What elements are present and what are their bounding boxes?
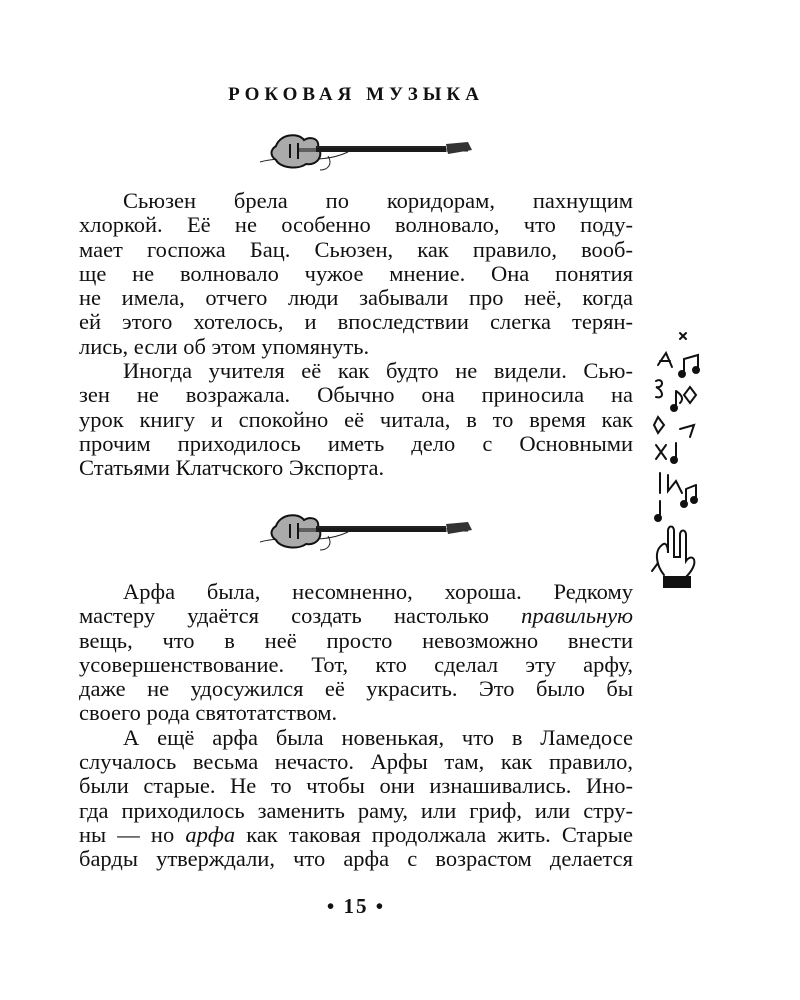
running-title: РОКОВАЯ МУЗЫКА	[228, 84, 484, 105]
text-line: хлоркой. Её не особенно волновало, что поду-	[79, 212, 633, 238]
text-block-bottom	[79, 580, 633, 872]
text-line: Сьюзен брела по коридорам, пахнущим	[123, 188, 633, 213]
text-line: вещь, что в неё просто невозможно внести	[79, 627, 633, 653]
guitar-ornament-icon	[258, 124, 478, 174]
text-fragment: ны — но	[79, 821, 186, 847]
text-line: мает госпожа Бац. Сьюзен, как правило, вооб-	[79, 236, 633, 262]
text-line: ще не волновало чужое мнение. Она понятия	[79, 260, 633, 286]
text-line: прочим приходилось иметь дело с Основными	[79, 430, 633, 456]
text-line: Статьями Клатчского Экспорта.	[79, 455, 385, 481]
italic-word: правильную	[521, 603, 633, 629]
text-line: были старые. Не то чтобы они изнашивались. Ино-	[79, 773, 633, 799]
text-fragment: как таковая продолжала жить. Старые	[235, 821, 633, 847]
text-line: Иногда учителя её как будто не видели. Сью-	[123, 358, 633, 384]
text-line: зен не возражала. Обычно она приносила на	[79, 382, 633, 408]
text-line: Арфа была, несомненно, хороша. Редкому	[123, 579, 633, 604]
music-notes-hand-icon	[650, 325, 720, 605]
text-line: случалось весьма нечасто. Арфы там, как правило,	[79, 749, 633, 775]
italic-word: арфа	[185, 821, 236, 847]
text-line: не имела, отчего люди забывали про неё, когда	[79, 285, 633, 311]
guitar-ornament-icon	[258, 504, 478, 554]
text-line: барды утверждали, что арфа с возрастом делается	[79, 846, 633, 872]
text-line: лись, если об этом упомянуть.	[79, 333, 370, 359]
text-line: ей этого хотелось, и впоследствии слегка терян-	[79, 309, 633, 335]
text-line: А ещё арфа была новенькая, что в Ламедосе	[123, 724, 633, 750]
text-line: усовершенствование. Тот, кто сделал эту арфу,	[79, 651, 633, 677]
text-line	[79, 604, 633, 628]
text-line: даже не удосужился её украсить. Это было бы	[79, 676, 633, 702]
page-number: • 15 •	[326, 894, 386, 918]
text-line: урок книгу и спокойно её читала, в то время как	[79, 406, 633, 432]
text-line	[79, 823, 633, 847]
text-line: своего рода святотатством.	[79, 700, 338, 726]
text-line: гда приходилось заменить раму, или гриф, или стру-	[79, 797, 633, 823]
text-fragment: мастеру удаётся создать настолько	[79, 603, 522, 629]
text-block-top	[79, 189, 633, 481]
